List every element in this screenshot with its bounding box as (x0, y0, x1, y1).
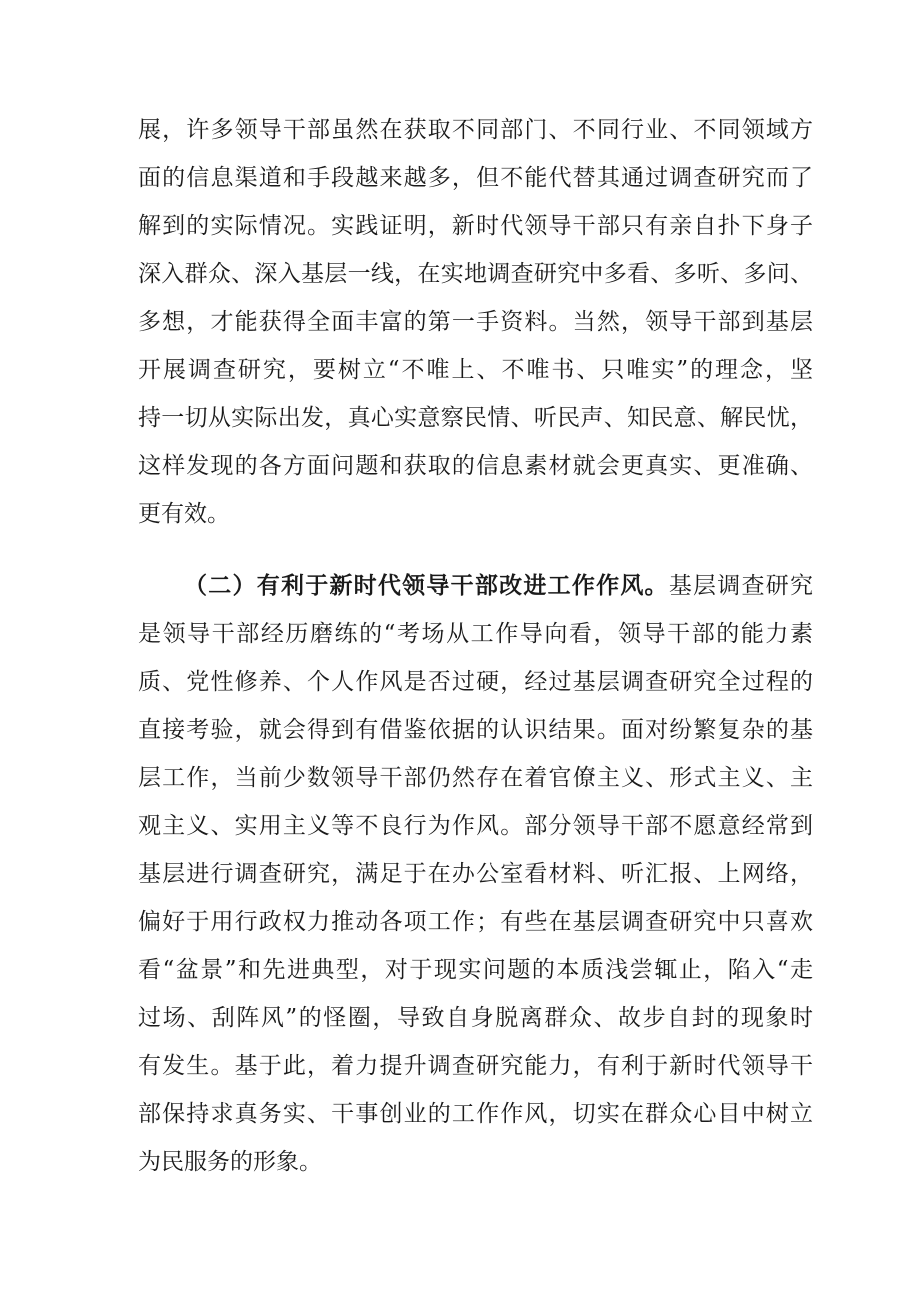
paragraph-line: 深入群众、深入基层一线，在实地调查研究中多看、多听、多问、 (138, 261, 813, 287)
paragraph-line: 质、党性修养、个人作风是否过硬，经过基层调查研究全过程的 (138, 669, 813, 695)
section-heading: （二）有利于新时代领导干部改进工作作风。 (184, 573, 669, 599)
paragraph-line: 为民服务的形象。 (138, 1149, 322, 1175)
paragraph-line: 偏好于用行政权力推动各项工作；有些在基层调查研究中只喜欢 (138, 909, 813, 935)
paragraph-line: 看“盆景”和先进典型，对于现实问题的本质浅尝辄止，陷入“走 (138, 957, 813, 983)
paragraph-line: 基层进行调查研究，满足于在办公室看材料、听汇报、上网络， (138, 861, 813, 887)
paragraph-line: 是领导干部经历磨练的“考场从工作导向看，领导干部的能力素 (138, 621, 813, 647)
heading-continuation: 基层调查研究 (668, 573, 814, 599)
paragraph-line: 过场、刮阵风”的怪圈，导致自身脱离群众、故步自封的现象时 (138, 1005, 813, 1031)
paragraph-first-line (184, 566, 813, 606)
paragraph-line: 直接考验，就会得到有借鉴依据的认识结果。面对纷繁复杂的基 (138, 717, 813, 743)
paragraph-line: 更有效。 (138, 501, 230, 527)
paragraph-line: 解到的实际情况。实践证明，新时代领导干部只有亲自扑下身子 (138, 213, 813, 239)
paragraph-line: 层工作，当前少数领导干部仍然存在着官僚主义、形式主义、主 (138, 765, 813, 791)
paragraph-line: 观主义、实用主义等不良行为作风。部分领导干部不愿意经常到 (138, 813, 813, 839)
paragraph-line: 持一切从实际出发，真心实意察民情、听民声、知民意、解民忧， (138, 405, 813, 431)
paragraph-line: 展，许多领导干部虽然在获取不同部门、不同行业、不同领域方 (138, 117, 813, 143)
paragraph-line: 部保持求真务实、干事创业的工作作风，切实在群众心目中树立 (138, 1101, 813, 1127)
paragraph-line: 这样发现的各方面问题和获取的信息素材就会更真实、更准确、 (138, 453, 813, 479)
paragraph-line: 开展调查研究，要树立“不唯上、不唯书、只唯实”的理念，坚 (138, 357, 813, 383)
paragraph-line: 面的信息渠道和手段越来越多，但不能代替其通过调查研究而了 (138, 165, 813, 191)
paragraph-line: 多想，才能获得全面丰富的第一手资料。当然，领导干部到基层 (138, 309, 813, 335)
paragraph-line: 有发生。基于此，着力提升调查研究能力，有利于新时代领导干 (138, 1053, 813, 1079)
